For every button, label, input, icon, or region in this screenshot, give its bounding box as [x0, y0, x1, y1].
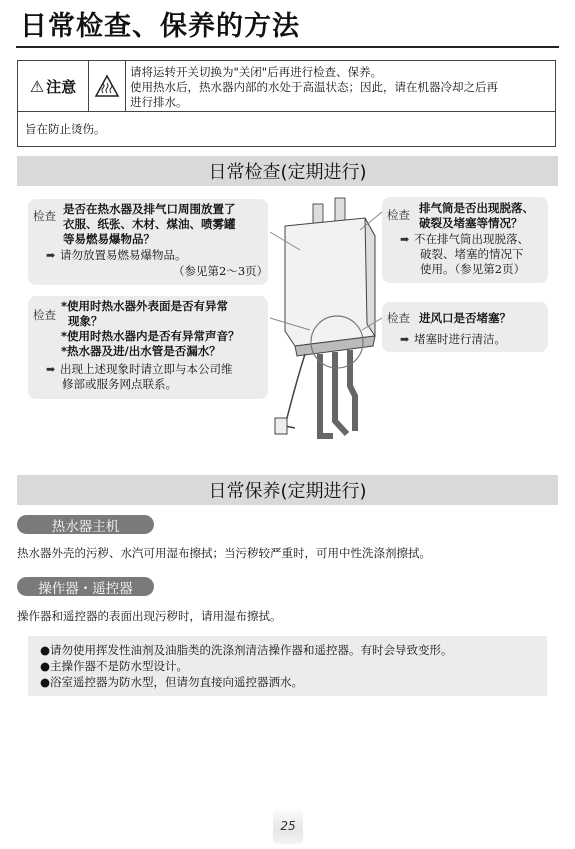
inspection-box-2: 检查 *使用时热水器外表面是否有异常 现象？ *使用时热水器内是否有异常声音？ *热水器及进/出水管是否漏水？ ➡ 出现上述现象时请立即与本公司维 修部或服务网点联系。: [28, 296, 268, 399]
inspection-box-4: 检查 进风口是否堵塞？ ➡ 堵塞时进行清洁。: [382, 302, 548, 352]
maintenance-heading: 日常保养(定期进行): [17, 475, 558, 505]
inspection-box-1: 检查 是否在热水器及排气口周围放置了 衣服、纸张、木材、煤油、喷雾罐 等易燃易爆物品？ ➡ 请勿放置易燃易爆物品。 （参见第2～3页）: [28, 199, 268, 285]
page-number: 25: [273, 808, 303, 844]
note-item: ●主操作器不是防水型设计。: [40, 659, 189, 673]
section-text-heater: 热水器外壳的污秽、水汽可用湿布擦拭；当污秽较严重时，可用中性洗涤剂擦拭。: [17, 546, 431, 560]
arrow-right-icon: ➡: [400, 233, 410, 246]
section-text-controller: 操作器和遥控器的表面出现污秽时，请用湿布擦拭。: [17, 609, 282, 623]
inspection-box-3: 检查 排气筒是否出现脱落、 破裂及堵塞等情况？ ➡ 不在排气筒出现脱落、 破裂、堵塞的情况下 使用。（参见第2页）: [382, 197, 548, 283]
notes-box: [28, 636, 547, 696]
warning-triangle-icon: ⚠: [29, 76, 45, 96]
inspect-tag: 检查: [33, 308, 56, 322]
arrow-right-icon: ➡: [46, 249, 56, 262]
arrow-right-icon: ➡: [400, 333, 410, 346]
note-item: ●请勿使用挥发性油剂及油脂类的洗涤剂清洁操作器和遥控器。有时会导致变形。: [40, 643, 453, 657]
caution-line-2: 使用热水后，热水器内部的水处于高温状态；因此，请在机器冷却之后再: [130, 80, 498, 94]
arrow-right-icon: ➡: [46, 363, 56, 376]
page-title: 日常检查、保养的方法: [20, 11, 300, 42]
inspect-tag: 检查: [33, 209, 56, 223]
caution-label: ⚠ 注意: [18, 61, 89, 111]
inspect-tag: 检查: [387, 311, 410, 325]
inspection-heading: 日常检查(定期进行): [17, 156, 558, 186]
caution-line-3: 进行排水。: [130, 95, 188, 109]
section-label-controller: 操作器・遥控器: [17, 577, 154, 596]
section-label-heater: 热水器主机: [17, 515, 154, 534]
caution-line-1: 请将运转开关切换为"关闭"后再进行检查、保养。: [130, 65, 383, 79]
inspect-tag: 检查: [387, 208, 410, 222]
caution-purpose: 旨在防止烫伤。: [25, 122, 106, 136]
note-item: ●浴室遥控器为防水型，但请勿直接向遥控器洒水。: [40, 675, 304, 689]
